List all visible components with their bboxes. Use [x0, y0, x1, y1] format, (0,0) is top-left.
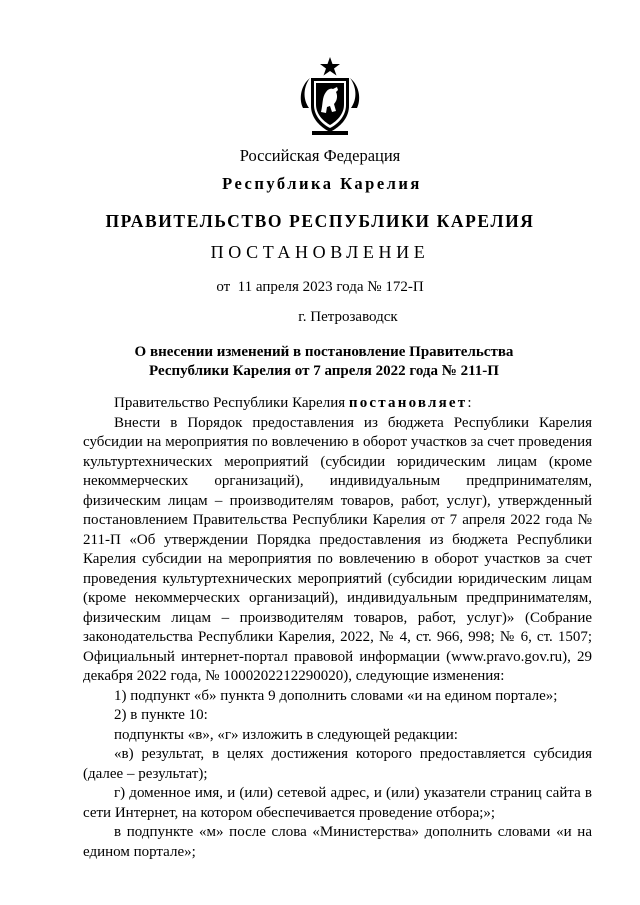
resolution-intro	[83, 394, 592, 414]
government-name: ПРАВИТЕЛЬСТВО РЕСПУБЛИКИ КАРЕЛИЯ	[105, 211, 535, 231]
date-and-number: от 11 апреля 2023 года № 172-П	[216, 279, 424, 295]
karelia-coat-of-arms-icon	[297, 56, 363, 136]
document-title-line1: О внесении изменений в постановление Правительства	[134, 344, 514, 360]
paragraph-amendments: Внести в Порядок предоставления из бюджета Республики Карелия субсидии на мероприятия по вовлечению в оборот участков за счет проведения культуртехнических мероприятий (субсидии юридическим лицам (кроме некоммерческих организаций), индивидуальным предпринимателям, физическим лицам – производителям товаров, работ, услуг), утвержденный постановлением Правительства Республики Карелия от 7 апреля 2022 года № 211-П «Об утверждении Порядка предоставления из бюджета Республики Карелия субсидии на мероприятия по вовлечению в оборот участков за счет проведения культуртехнических мероприятий (субсидии юридическим лицам (кроме некоммерческих организаций), индивидуальным предпринимателям, физическим лицам – производителям товаров, работ, услуг)» (Собрание законодательства Республики Карелия, 2022, № 4, ст. 966, 998; № 6, ст. 1507; Официальный интернет-портал правовой информации (www.pravo.gov.ru), 29 декабря 2022 года, № 1000202212290020), следующие изменения:	[83, 414, 592, 684]
paragraph-item-1: 1) подпункт «б» пункта 9 дополнить словами «и на едином портале»;	[114, 687, 558, 704]
paragraph-subitem-v: «в) результат, в целях достижения которого предоставляется субсидия (далее – результат);	[83, 746, 592, 782]
paragraph-subitem-g: г) доменное имя, и (или) сетевой адрес, и (или) указатели страниц сайта в сети Интернет, на котором обеспечивается проведение отбора;»;	[83, 785, 592, 821]
paragraph-subitems: подпункты «в», «г» изложить в следующей редакции:	[114, 726, 458, 743]
paragraph-subitem-m: в подпункте «м» после слова «Министерства» дополнить словами «и на едином портале»;	[83, 824, 592, 860]
republic-name: Республика Карелия	[222, 174, 422, 193]
document-title-line2: Республики Карелия от 7 апреля 2022 года № 211-П	[149, 363, 499, 379]
document-body	[83, 394, 592, 862]
city: г. Петрозаводск	[298, 309, 398, 325]
federation-name: Российская Федерация	[239, 146, 401, 165]
intro-text: Правительство Республики Карелия	[114, 395, 349, 411]
intro-colon: :	[467, 395, 472, 411]
paragraph-item-2: 2) в пункте 10:	[114, 707, 208, 723]
resolves-word: постановляет	[348, 395, 468, 411]
document-type: ПОСТАНОВЛЕНИЕ	[210, 242, 430, 262]
